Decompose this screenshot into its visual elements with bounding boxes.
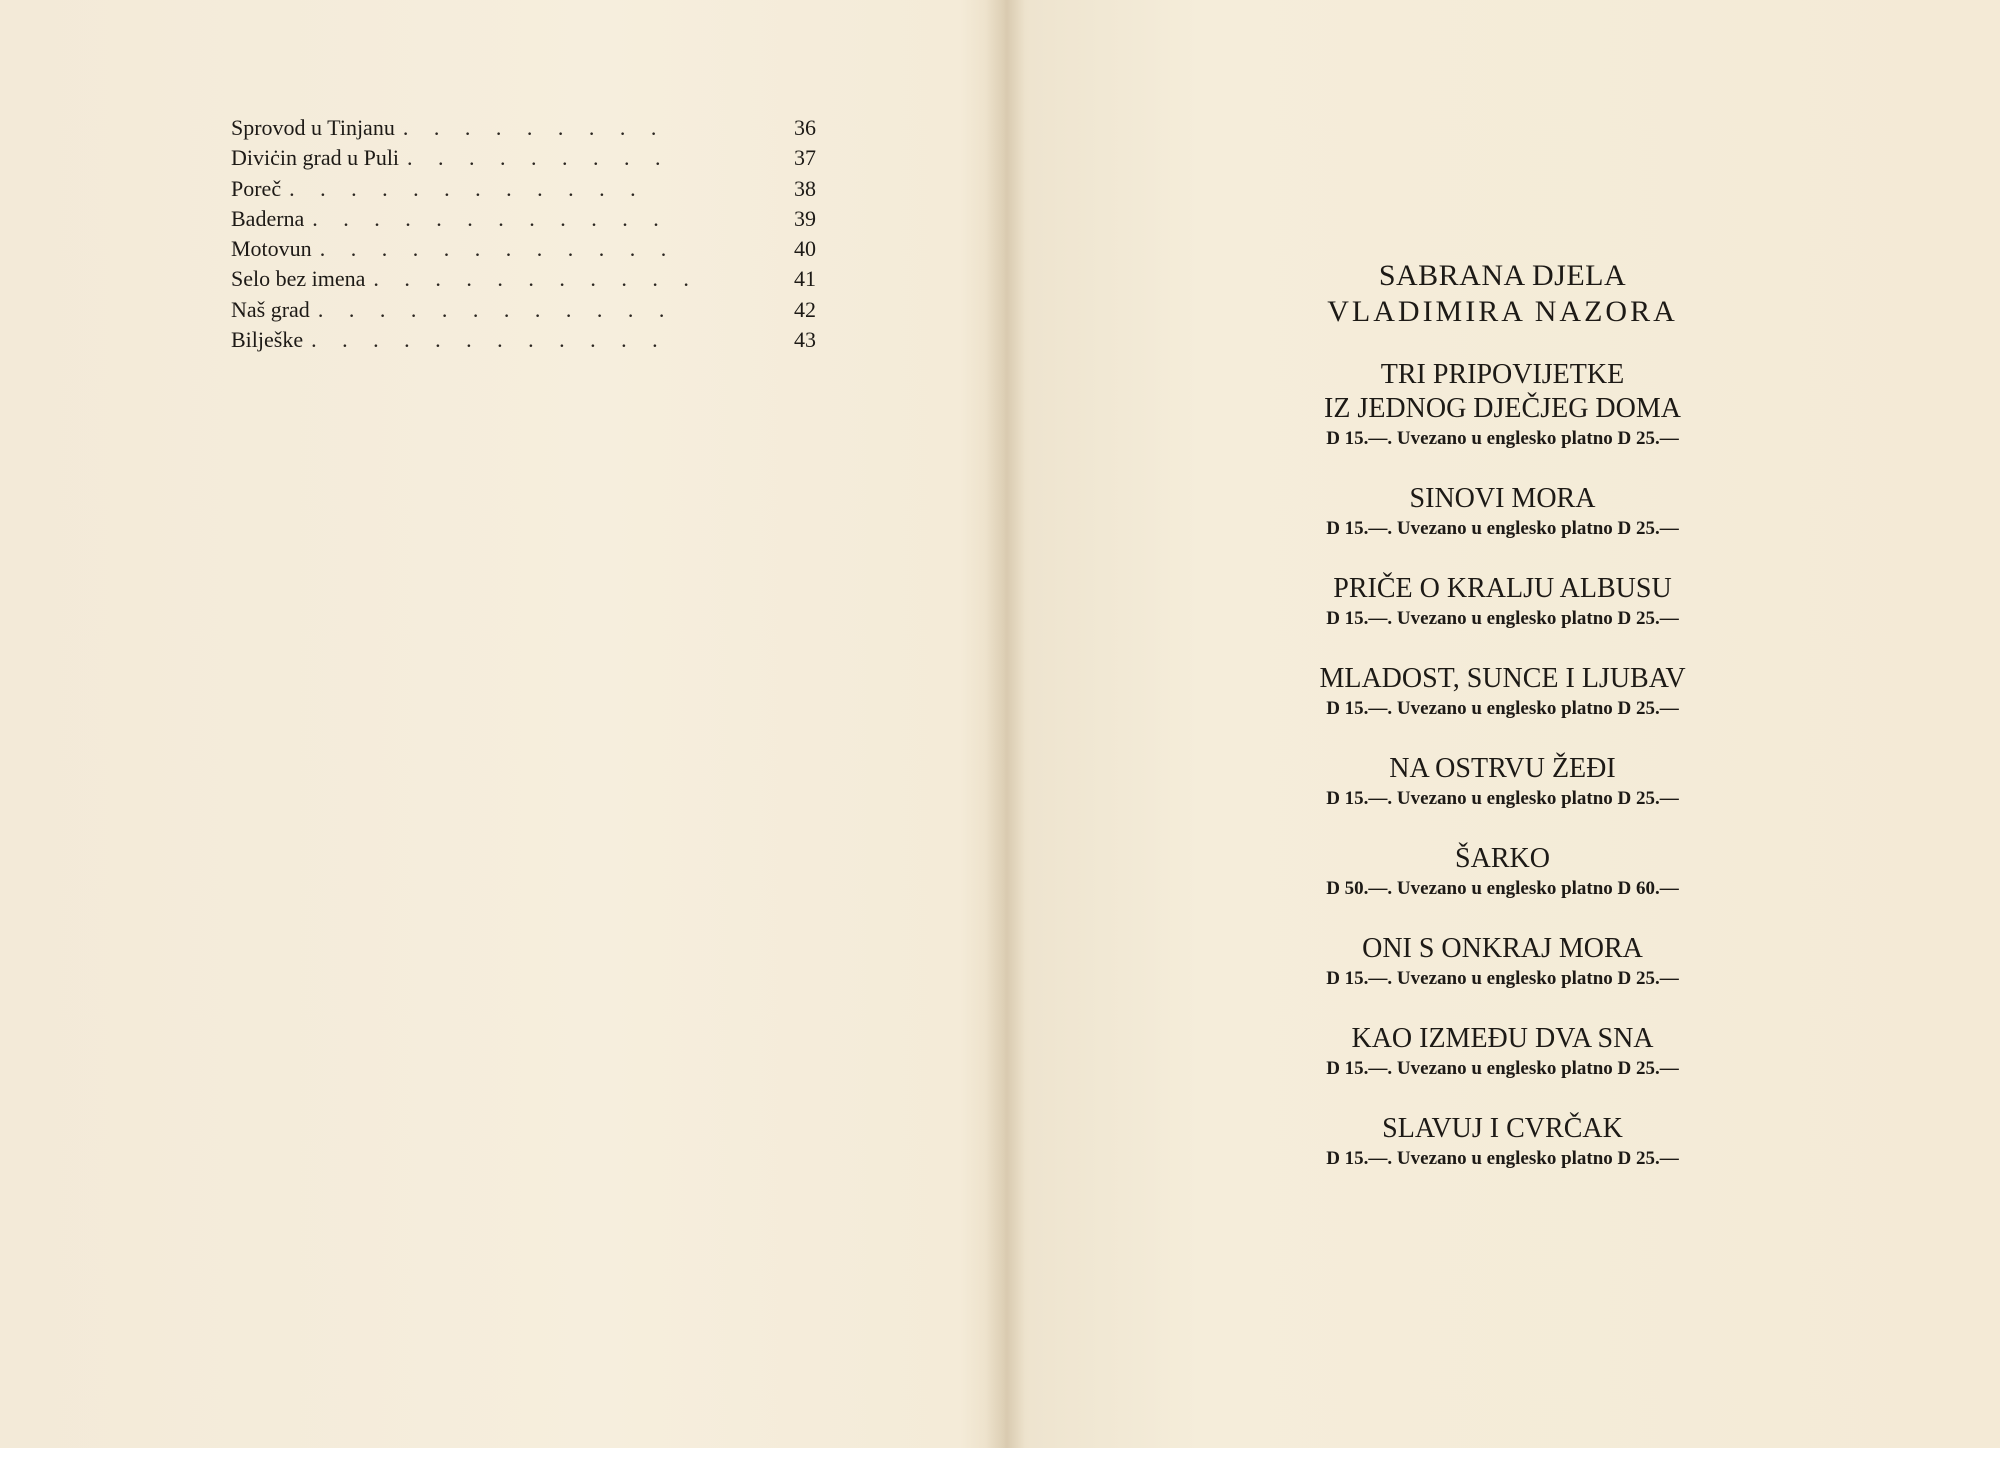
book-price: D 15.—. Uvezano u englesko platno D 25.— [1326, 1058, 1679, 1079]
toc-entry-page: 38 [794, 175, 816, 201]
toc-entry [231, 206, 816, 236]
toc-entry-title: Diviċin grad u Puli [231, 145, 400, 171]
book-title: KAO IZMEĐU DVA SNA [1351, 1023, 1654, 1054]
book-entry [1005, 932, 2000, 992]
book-entry [1005, 662, 2000, 722]
book-price: D 15.—. Uvezano u englesko platno D 25.— [1326, 608, 1679, 629]
toc-dot-leader: . . . . . . . . . [402, 115, 667, 140]
toc-entry [231, 327, 816, 357]
toc-entry-title: Poreč [231, 175, 282, 201]
book-price: D 15.—. Uvezano u englesko platno D 25.— [1326, 1148, 1679, 1169]
toc-entry-page: 43 [794, 327, 816, 353]
toc-dot-leader: . . . . . . . . . . . . [311, 327, 668, 353]
book-title: NA OSTRVU ŽEĐI [1389, 753, 1616, 784]
toc-dot-leader: . . . . . . . . . [407, 145, 671, 171]
book-price: D 15.—. Uvezano u englesko platno D 25.— [1326, 428, 1679, 449]
series-title: SABRANA DJELA [1378, 259, 1627, 292]
book-entry [1005, 842, 2000, 902]
right-page [1005, 0, 2000, 1460]
collected-works-list [1005, 258, 2000, 1172]
toc-entry [231, 266, 816, 296]
toc-entry-title: Motovun [231, 236, 312, 262]
toc-entry-page: 42 [794, 296, 816, 322]
book-title: IZ JEDNOG DJEČJEG DOMA [1324, 393, 1681, 424]
toc-entry-page: 37 [794, 145, 816, 171]
toc-entry-title: Baderna [231, 205, 305, 231]
book-price: D 50.—. Uvezano u englesko platno D 60.— [1326, 878, 1679, 899]
toc-entry [231, 145, 816, 175]
toc-entry-page: 39 [794, 205, 816, 231]
toc-entry [231, 236, 816, 266]
toc-dot-leader: . . . . . . . . . . . . [317, 296, 675, 322]
series-author: VLADIMIRA NAZORA [1327, 295, 1678, 328]
book-title: SINOVI MORA [1409, 483, 1596, 514]
book-title: PRIČE O KRALJU ALBUSU [1333, 573, 1672, 604]
toc-entry-title: Selo bez imena [231, 266, 366, 292]
toc-entry-title: Naš grad [231, 296, 310, 322]
toc-dot-leader: . . . . . . . . . . . [373, 266, 699, 292]
book-price: D 15.—. Uvezano u englesko platno D 25.— [1326, 698, 1679, 719]
book-price: D 15.—. Uvezano u englesko platno D 25.— [1326, 788, 1679, 809]
book-title: ONI S ONKRAJ MORA [1362, 933, 1643, 964]
book-title: MLADOST, SUNCE I LJUBAV [1319, 663, 1686, 694]
book-title: TRI PRIPOVIJETKE [1380, 359, 1625, 390]
book-price: D 15.—. Uvezano u englesko platno D 25.— [1326, 968, 1679, 989]
toc-entry-page: 41 [794, 266, 816, 292]
toc-entry-title: Bilješke [231, 327, 304, 353]
toc-entry-title: Sprovod u Tinjanu [231, 115, 395, 140]
table-of-contents [231, 115, 816, 357]
book-entry [1005, 358, 2000, 452]
toc-entry [231, 297, 816, 327]
book-entry [1005, 482, 2000, 542]
book-entry [1005, 752, 2000, 812]
book-entry [1005, 1022, 2000, 1082]
toc-entry [231, 176, 816, 206]
book-entry [1005, 572, 2000, 632]
book-entry [1005, 1112, 2000, 1172]
toc-entry-page: 36 [794, 115, 816, 140]
book-price: D 15.—. Uvezano u englesko platno D 25.— [1326, 518, 1679, 539]
toc-entry [231, 115, 816, 145]
toc-dot-leader: . . . . . . . . . . . . [319, 236, 677, 262]
toc-dot-leader: . . . . . . . . . . . . [312, 205, 669, 231]
toc-entry-page: 40 [794, 236, 816, 262]
book-title: SLAVUJ I CVRČAK [1382, 1113, 1623, 1144]
scan-bottom-edge [0, 1448, 2000, 1460]
book-title: ŠARKO [1455, 843, 1550, 874]
toc-dot-leader: . . . . . . . . . . . . [289, 175, 646, 201]
